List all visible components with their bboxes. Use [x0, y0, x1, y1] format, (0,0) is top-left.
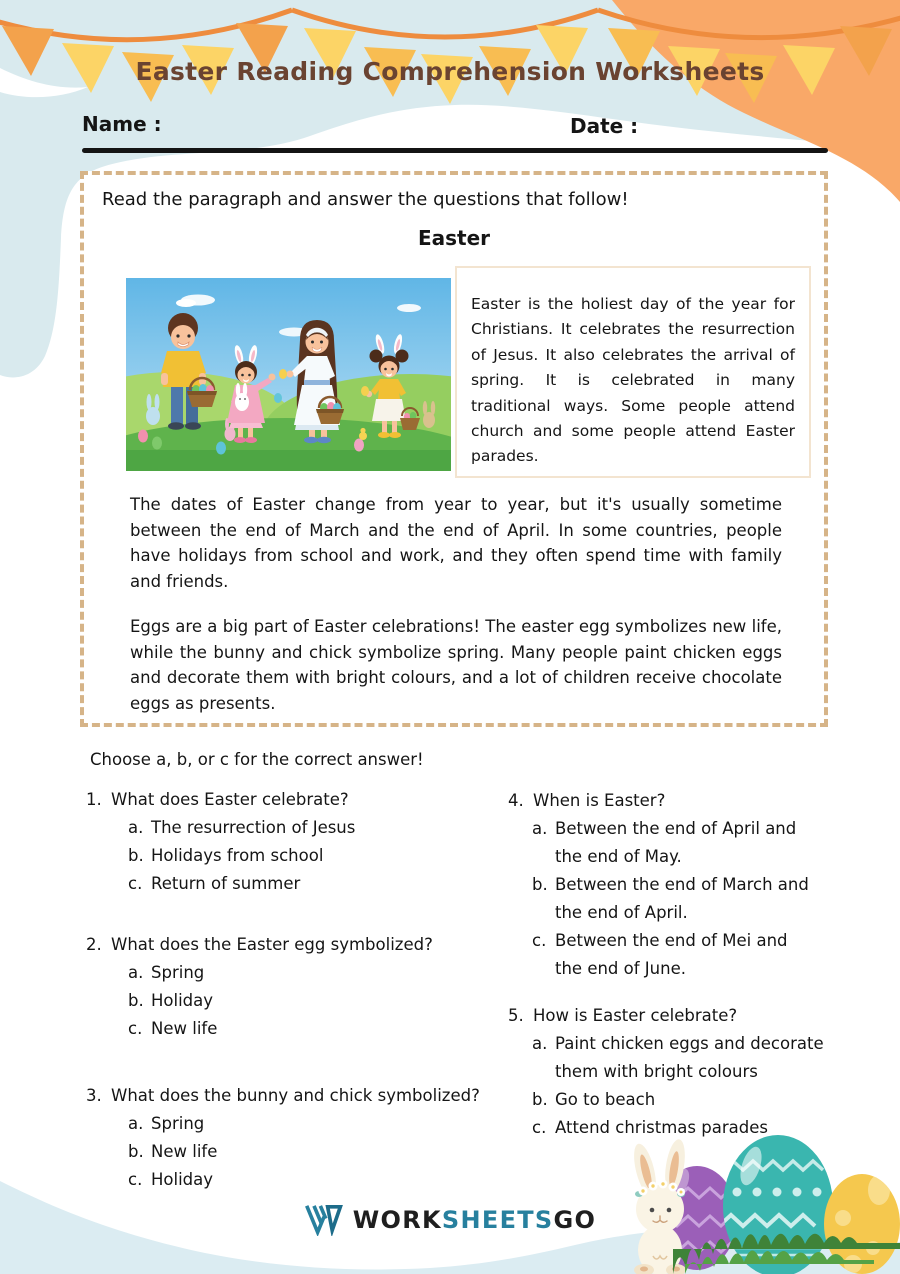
question-number: 2.: [86, 935, 102, 954]
passage-instruction: Read the paragraph and answer the questions that follow!: [102, 189, 629, 210]
question-text: What does the bunny and chick symbolized?: [111, 1086, 480, 1105]
answer-option: b. Holiday: [128, 991, 214, 1010]
question-text: When is Easter?: [533, 791, 666, 810]
question-number: 4.: [508, 791, 524, 810]
passage-media-row: [100, 266, 808, 478]
divider-line: [82, 148, 828, 153]
answer-option: a. Between the end of April and the end of May.: [532, 819, 797, 866]
answer-option: a. The resurrection of Jesus: [128, 818, 356, 837]
passage-box: [80, 171, 828, 727]
easter-family-illustration: [126, 278, 451, 471]
passage-title: Easter: [417, 226, 491, 250]
questions-right-column: [508, 787, 888, 1142]
passage-text-box: [455, 266, 811, 478]
question-2: [86, 931, 500, 1043]
question-number: 5.: [508, 1006, 524, 1025]
question-text: What does the Easter egg symbolized?: [111, 935, 433, 954]
question-text: What does Easter celebrate?: [111, 790, 349, 809]
name-label: Name :: [82, 112, 162, 136]
question-text: How is Easter celebrate?: [533, 1006, 738, 1025]
worksheetsgo-logo: [0, 1203, 900, 1236]
questions-left-column: [86, 786, 500, 1194]
passage-paragraph-2: The dates of Easter change from year to year, but it's usually sometime between the end of March and the end of April. In some countries, people have holidays from school and work, and they often spend time with family and friends.: [130, 495, 782, 591]
answer-option: c. Between the end of Mei and the end of June.: [532, 931, 788, 978]
page-title: Easter Reading Comprehension Worksheets: [135, 57, 765, 86]
answer-option: a. Paint chicken eggs and decorate them with bright colours: [532, 1034, 824, 1081]
answer-option: b. Between the end of March and the end of April.: [532, 875, 809, 922]
answer-option: a. Spring: [128, 963, 205, 982]
answer-option: a. Spring: [128, 1114, 205, 1133]
answer-option: c. Holiday: [128, 1170, 214, 1189]
date-label: Date :: [570, 114, 639, 138]
worksheetsgo-logo-icon: [304, 1203, 344, 1236]
answer-option: b. Go to beach: [532, 1090, 656, 1109]
questions-instruction: Choose a, b, or c for the correct answer!: [90, 750, 424, 769]
answer-option: b. New life: [128, 1142, 218, 1161]
answer-option: c. Attend christmas parades: [532, 1118, 768, 1137]
question-3: [86, 1082, 500, 1194]
passage-paragraph-3: Eggs are a big part of Easter celebrations! The easter egg symbolizes new life, while the bunny and chick symbolize spring. Many people paint chicken eggs and decorate them with bright colours, and a lot of children receive chocolate eggs as presents.: [130, 617, 782, 713]
question-1: [86, 786, 500, 898]
question-4: [508, 787, 888, 983]
answer-option: b. Holidays from school: [128, 846, 324, 865]
answer-option: c. Return of summer: [128, 874, 301, 893]
answer-option: c. New life: [128, 1019, 218, 1038]
chick: [359, 432, 367, 440]
question-number: 3.: [86, 1086, 102, 1105]
easter-eggs-bunny-decoration: [615, 1114, 900, 1274]
worksheetsgo-logo-text: WORKSHEETSGO: [352, 1205, 597, 1234]
question-number: 1.: [86, 790, 102, 809]
passage-paragraph-1: Easter is the holiest day of the year for Christians. It celebrates the resurrection of Jesus. It also celebrates the arrival of spring. It is celebrated in many traditional ways. Some people attend church and some people attend Easter parades.: [471, 295, 795, 466]
